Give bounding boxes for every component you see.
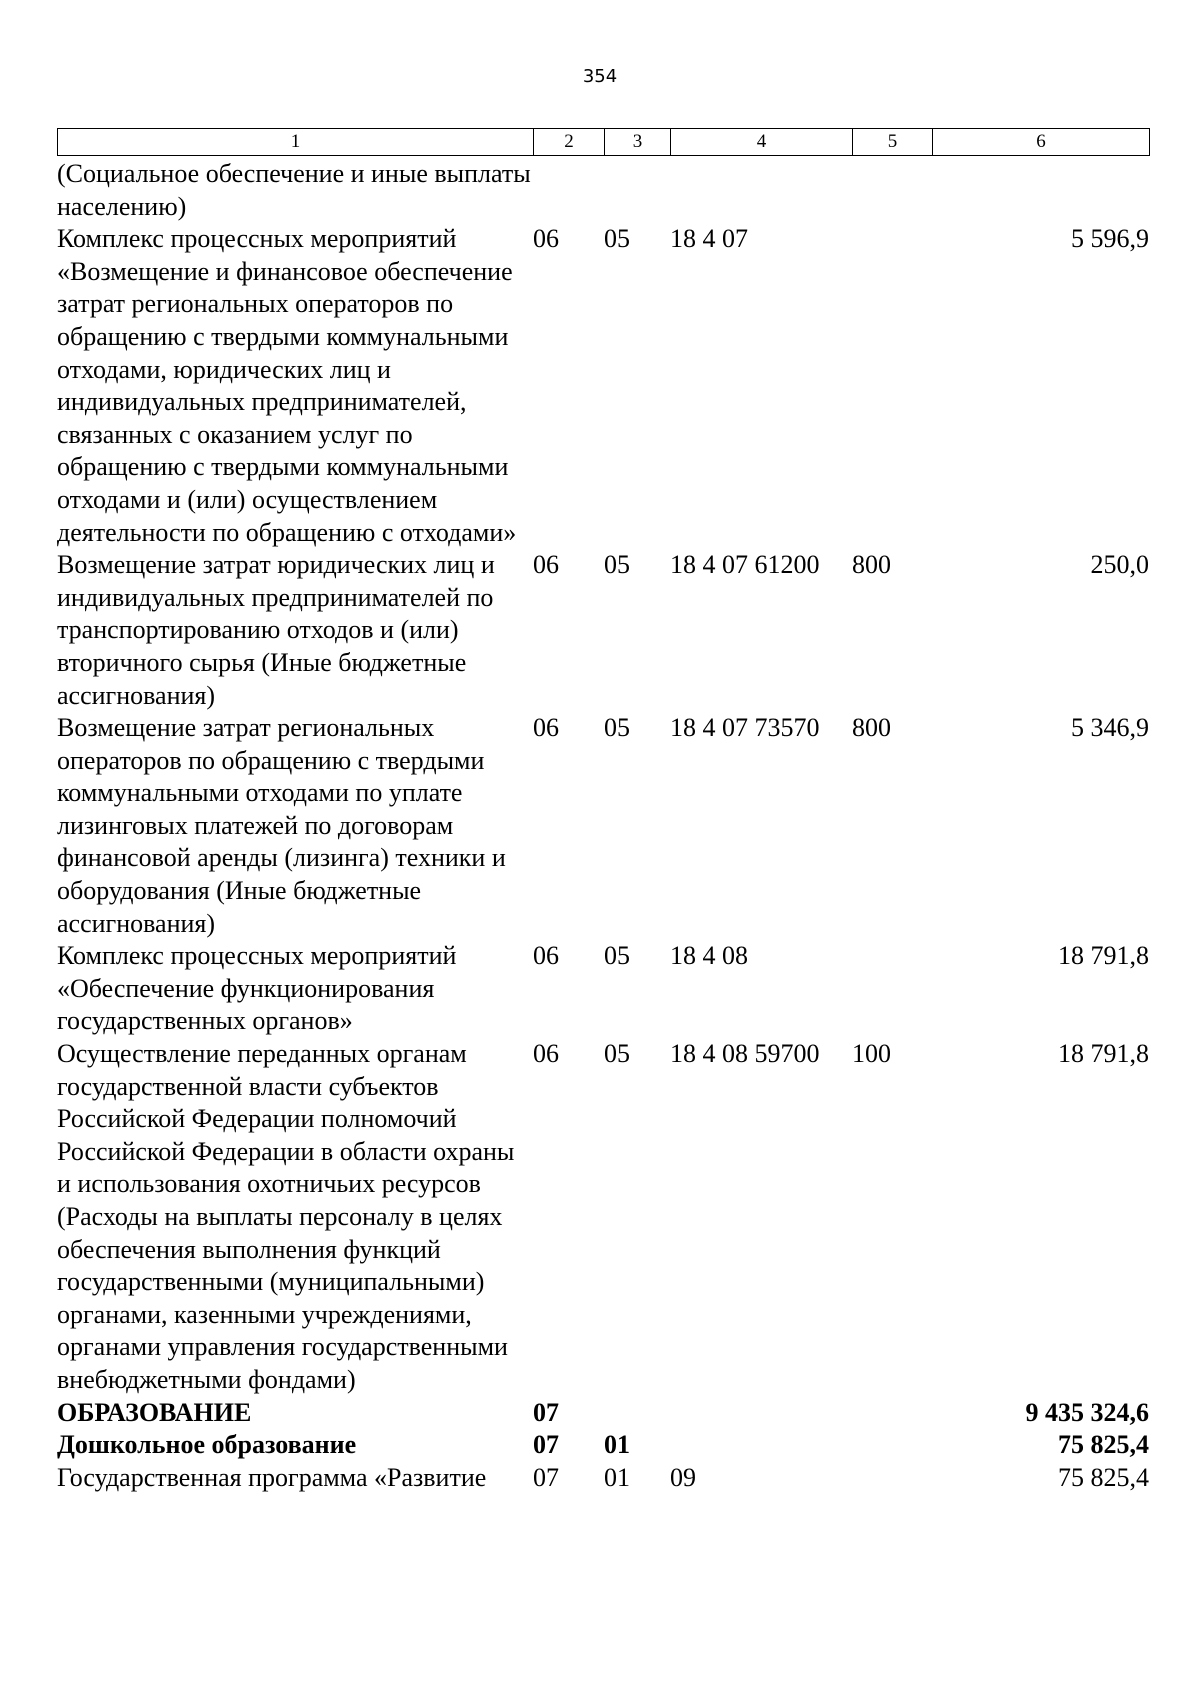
row-amount: 75 825,4 [1058,1462,1149,1492]
row-section: 06 [533,224,559,254]
table-row [57,1397,1149,1430]
row-subsection: 05 [604,713,630,743]
table-row [57,712,1149,940]
row-amount: 18 791,8 [1058,1039,1149,1069]
row-description: Возмещение затрат региональных операторов по обращению с твердыми коммунальными отходами по уплате лизинговых платежей по договорам финансовой аренды (лизинга) техники и оборудования (Иные бюджетные ассигнования) [57,713,506,938]
column-header-1: 1 [58,129,534,156]
row-target-article: 18 4 07 73570 [670,713,820,743]
budget-table-body [57,158,1149,1494]
row-description: Комплекс процессных мероприятий «Возмещение и финансовое обеспечение затрат региональных операторов по обращению с твердыми коммунальными отходами, юридических лиц и индивидуальных предпринимателей, связанных с оказанием услуг по обращению с твердыми коммунальными отходами и (или) осуществлением деятельности по обращению с отходами» [57,224,517,547]
row-expense-type: 800 [852,713,891,743]
row-amount: 5 346,9 [1071,713,1149,743]
row-description: Комплекс процессных мероприятий «Обеспечение функционирования государственных органов» [57,941,457,1036]
row-section: 06 [533,550,559,580]
row-description: Осуществление переданных органам государственной власти субъектов Российской Федерации полномочий Российской Федерации в области охраны и использования охотничьих ресурсов (Расходы на выплаты персоналу в целях обеспечения выполнения функций государственными (муниципальными) органами, казенными учреждениями, органами управления государственными внебюджетными фондами) [57,1039,515,1394]
table-row [57,940,1149,1038]
row-amount: 250,0 [1090,550,1149,580]
row-section: 07 [533,1462,559,1492]
column-header-3: 3 [605,129,671,156]
column-header-row [58,129,1150,156]
row-section: 06 [533,941,559,971]
row-subsection: 01 [604,1462,630,1492]
row-amount: 5 596,9 [1071,224,1149,254]
table-row [57,549,1149,712]
table-row [57,1038,1149,1397]
row-target-article: 18 4 08 [670,941,748,971]
row-subsection: 05 [604,1039,630,1069]
row-subsection: 05 [604,224,630,254]
row-section: 07 [533,1430,559,1460]
table-row [57,1429,1149,1462]
row-description: ОБРАЗОВАНИЕ [57,1397,252,1427]
row-description: Дошкольное образование [57,1430,357,1460]
row-description: Государственная программа «Развитие [57,1462,487,1492]
row-amount: 75 825,4 [1058,1430,1149,1460]
row-amount: 9 435 324,6 [1025,1397,1149,1427]
row-subsection: 01 [604,1430,630,1460]
row-target-article: 18 4 07 [670,224,748,254]
column-header-table [57,128,1150,156]
row-subsection: 05 [604,941,630,971]
row-expense-type: 100 [852,1039,891,1069]
row-description: (Социальное обеспечение и иные выплаты населению) [57,159,531,221]
table-row [57,223,1149,549]
row-section: 07 [533,1397,559,1427]
row-section: 06 [533,713,559,743]
row-subsection: 05 [604,550,630,580]
row-target-article: 18 4 07 61200 [670,550,820,580]
column-header-2: 2 [534,129,605,156]
row-target-article: 18 4 08 59700 [670,1039,820,1069]
column-header-4: 4 [671,129,853,156]
column-header-5: 5 [853,129,933,156]
row-expense-type: 800 [852,550,891,580]
row-section: 06 [533,1039,559,1069]
column-header-6: 6 [933,129,1150,156]
row-description: Возмещение затрат юридических лиц и индивидуальных предпринимателей по транспортированию отходов и (или) вторичного сырья (Иные бюджетные ассигнования) [57,550,495,710]
row-amount: 18 791,8 [1058,941,1149,971]
row-target-article: 09 [670,1462,696,1492]
table-row [57,1462,1149,1495]
table-row [57,158,1149,223]
page-number: 354 [582,66,618,87]
